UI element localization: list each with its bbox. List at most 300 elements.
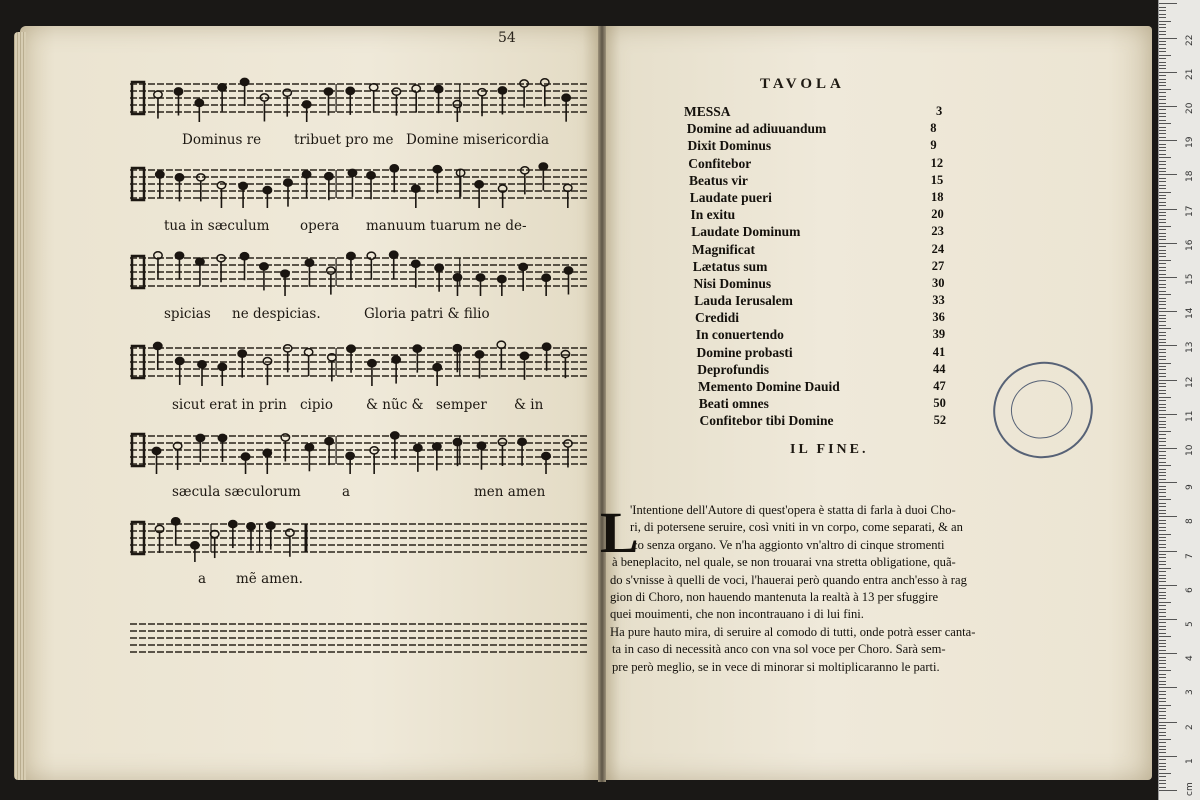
ruler-tick bbox=[1159, 147, 1166, 148]
ruler-tick bbox=[1159, 92, 1166, 93]
ruler-tick bbox=[1159, 298, 1166, 299]
ruler-tick bbox=[1159, 776, 1166, 777]
ruler-tick bbox=[1159, 540, 1166, 541]
ruler-number: 4 bbox=[1185, 655, 1195, 662]
toc-entry-title: Deprofundis bbox=[697, 361, 770, 377]
toc-entry-title: Magnificat bbox=[692, 241, 755, 257]
ruler-tick bbox=[1159, 185, 1166, 186]
ruler-tick bbox=[1159, 718, 1166, 719]
ruler-tick bbox=[1159, 103, 1166, 104]
music-note bbox=[433, 364, 441, 386]
ruler-tick bbox=[1159, 499, 1171, 500]
ruler-tick bbox=[1159, 410, 1166, 411]
ruler-tick bbox=[1159, 551, 1177, 552]
music-staff bbox=[130, 72, 588, 122]
note-line: quei mouimenti, che non incontrauano i di lui fini. bbox=[610, 607, 864, 622]
ruler-tick bbox=[1159, 34, 1166, 35]
music-note bbox=[368, 360, 376, 386]
ruler-number: 16 bbox=[1185, 239, 1195, 251]
music-note bbox=[347, 252, 355, 280]
ruler-tick bbox=[1159, 708, 1166, 709]
toc-entry bbox=[684, 396, 964, 413]
music-note bbox=[390, 165, 398, 193]
toc-entry-page: 27 bbox=[931, 258, 945, 273]
ruler-tick bbox=[1159, 383, 1166, 384]
ruler-tick bbox=[1159, 72, 1177, 73]
ruler-tick bbox=[1159, 475, 1166, 476]
ruler-tick bbox=[1159, 239, 1166, 240]
toc-entry-title: In conuertendo bbox=[695, 327, 784, 343]
lyric-syllable: tua in sæculum bbox=[164, 218, 270, 234]
ruler-number: 20 bbox=[1185, 102, 1195, 114]
ruler-number: 17 bbox=[1185, 205, 1195, 217]
ruler-tick bbox=[1159, 99, 1166, 100]
toc-entry-page: 36 bbox=[932, 310, 945, 325]
ruler-tick bbox=[1159, 222, 1166, 223]
lyric-syllable: & nũc & bbox=[366, 397, 424, 413]
note-line: co senza organo. Ve n'ha aggionto vn'altro di cinque stromenti bbox=[632, 537, 945, 552]
ruler-tick bbox=[1159, 130, 1166, 131]
toc-entry-title: Dixit Dominus bbox=[687, 138, 772, 154]
music-note bbox=[564, 184, 572, 208]
ruler-tick bbox=[1159, 44, 1166, 45]
ruler-tick bbox=[1159, 619, 1177, 620]
music-note bbox=[284, 179, 292, 207]
ruler-tick bbox=[1159, 636, 1171, 637]
ruler-tick bbox=[1159, 715, 1166, 716]
toc-entry-title: Beatus vir bbox=[689, 172, 748, 188]
note-line: ta in caso di necessità anco con vna sol voce per Choro. Sarà sem- bbox=[612, 642, 946, 657]
music-note bbox=[247, 523, 255, 551]
ruler-tick bbox=[1159, 530, 1166, 531]
music-staff bbox=[130, 512, 588, 562]
ruler-tick bbox=[1159, 434, 1166, 435]
ruler-tick bbox=[1159, 82, 1166, 83]
ruler-tick bbox=[1159, 219, 1166, 220]
music-note bbox=[498, 185, 506, 208]
music-staff bbox=[130, 424, 588, 474]
music-note bbox=[434, 86, 442, 114]
toc-entry-title: In exitu bbox=[690, 207, 736, 223]
ruler-number: 11 bbox=[1185, 410, 1195, 422]
toc-entry-title: Credidi bbox=[695, 310, 740, 326]
lyric-syllable: opera bbox=[300, 218, 340, 234]
ruler-tick bbox=[1159, 349, 1166, 350]
ruler-tick bbox=[1159, 226, 1171, 227]
toc-section-heading bbox=[684, 104, 964, 121]
ruler-number: 9 bbox=[1185, 484, 1195, 491]
music-note bbox=[152, 447, 160, 474]
music-staff bbox=[130, 246, 588, 296]
ruler-tick bbox=[1159, 667, 1166, 668]
toc-entry-page: 12 bbox=[930, 155, 944, 170]
ruler-tick bbox=[1159, 356, 1166, 357]
note-line: gion di Choro, non hauendo mantenuta la realtà à 13 per sfuggire bbox=[610, 590, 939, 605]
note-line: pre però meglio, se in vece di minorar si moltiplicaranno le parti. bbox=[612, 659, 940, 674]
ruler-tick bbox=[1159, 96, 1166, 97]
page-number: 54 bbox=[498, 30, 516, 46]
toc-entry bbox=[684, 173, 964, 190]
toc-entry-title: Confitebor bbox=[688, 155, 752, 171]
ruler-number: 8 bbox=[1185, 518, 1195, 525]
music-note bbox=[328, 354, 336, 382]
ruler-tick bbox=[1159, 373, 1166, 374]
ruler-tick bbox=[1159, 168, 1166, 169]
ruler-tick bbox=[1159, 79, 1166, 80]
ruler-tick bbox=[1159, 397, 1171, 398]
ruler-tick bbox=[1159, 510, 1166, 511]
toc-entry bbox=[684, 327, 964, 344]
music-note bbox=[229, 520, 237, 548]
ruler-tick bbox=[1159, 243, 1177, 244]
ruler-tick bbox=[1159, 564, 1166, 565]
ruler-tick bbox=[1159, 660, 1166, 661]
ruler-tick bbox=[1159, 10, 1166, 11]
toc-entry bbox=[684, 379, 964, 396]
ruler-tick bbox=[1159, 728, 1166, 729]
ruler-tick bbox=[1159, 127, 1166, 128]
music-note bbox=[217, 182, 225, 208]
ruler-tick bbox=[1159, 109, 1166, 110]
ruler-tick bbox=[1159, 161, 1166, 162]
ruler-tick bbox=[1159, 144, 1166, 145]
ruler-tick bbox=[1159, 38, 1177, 39]
toc-entry-page: 52 bbox=[933, 413, 947, 428]
ruler-tick bbox=[1159, 732, 1166, 733]
toc-entry-page: 47 bbox=[933, 379, 946, 393]
ruler-tick bbox=[1159, 759, 1166, 760]
ruler-tick bbox=[1159, 441, 1166, 442]
toc-entry-title: Nisi Dominus bbox=[693, 275, 772, 291]
ruler-tick bbox=[1159, 335, 1166, 336]
toc-entry bbox=[684, 138, 964, 155]
note-line: do s'vnisse à quelli de voci, l'hauerai però quando entra anch'esso à rag bbox=[610, 572, 967, 587]
ruler-tick bbox=[1159, 677, 1166, 678]
ruler-tick bbox=[1159, 51, 1166, 52]
ruler-tick bbox=[1159, 3, 1177, 4]
ruler-tick bbox=[1159, 523, 1166, 524]
note-line: ri, di potersene seruire, così vniti in vn corpo, come separati, & an bbox=[630, 520, 963, 535]
ruler-tick bbox=[1159, 256, 1166, 257]
ruler-tick bbox=[1159, 253, 1166, 254]
ruler-tick bbox=[1159, 749, 1166, 750]
ruler-tick bbox=[1159, 62, 1166, 63]
ruler-tick bbox=[1159, 687, 1177, 688]
toc-entry bbox=[684, 190, 964, 207]
music-note bbox=[412, 185, 420, 208]
ruler-tick bbox=[1159, 503, 1166, 504]
music-note bbox=[196, 434, 204, 462]
toc-entry bbox=[684, 156, 964, 173]
ruler-tick bbox=[1159, 287, 1166, 288]
ruler-tick bbox=[1159, 294, 1171, 295]
ruler-tick bbox=[1159, 575, 1166, 576]
ruler-tick bbox=[1159, 516, 1177, 517]
ruler-tick bbox=[1159, 250, 1166, 251]
lyric-syllable: manuum tuarum ne de- bbox=[366, 218, 527, 234]
lyric-syllable: spicias bbox=[164, 306, 211, 322]
ruler-tick bbox=[1159, 554, 1166, 555]
ruler-tick bbox=[1159, 469, 1166, 470]
ruler-tick bbox=[1159, 280, 1166, 281]
ruler-tick bbox=[1159, 739, 1171, 740]
ruler-tick bbox=[1159, 274, 1166, 275]
ruler-tick bbox=[1159, 681, 1166, 682]
ruler-number: 22 bbox=[1185, 34, 1195, 46]
ruler-tick bbox=[1159, 479, 1166, 480]
ruler-tick bbox=[1159, 277, 1177, 278]
ruler-tick bbox=[1159, 171, 1166, 172]
ruler-tick bbox=[1159, 482, 1177, 483]
ruler-tick bbox=[1159, 571, 1166, 572]
ruler-tick bbox=[1159, 150, 1166, 151]
end-marker: IL FINE. bbox=[790, 442, 869, 457]
toc-entry-title: Lauda Ierusalem bbox=[694, 293, 793, 309]
music-note bbox=[367, 172, 375, 200]
ruler-tick bbox=[1159, 345, 1177, 346]
toc-entry bbox=[684, 362, 964, 379]
ruler-tick bbox=[1159, 581, 1166, 582]
toc-entry bbox=[684, 293, 964, 310]
ruler-tick bbox=[1159, 352, 1166, 353]
ruler-tick bbox=[1159, 787, 1166, 788]
music-note bbox=[154, 342, 162, 370]
ruler-tick bbox=[1159, 421, 1166, 422]
ruler-tick bbox=[1159, 284, 1166, 285]
ruler-number: 2 bbox=[1185, 723, 1195, 730]
lyric-syllable: a bbox=[198, 571, 207, 587]
music-note bbox=[541, 79, 549, 107]
ruler-tick bbox=[1159, 140, 1177, 141]
ruler-tick bbox=[1159, 547, 1166, 548]
ruler-tick bbox=[1159, 670, 1171, 671]
toc-entry-page: 3 bbox=[936, 104, 943, 118]
ruler-tick bbox=[1159, 769, 1166, 770]
ruler-tick bbox=[1159, 174, 1177, 175]
ruler-tick bbox=[1159, 790, 1177, 791]
ruler-tick bbox=[1159, 746, 1166, 747]
toc-entry-page: 8 bbox=[930, 121, 937, 136]
music-note bbox=[348, 169, 356, 197]
ruler-tick bbox=[1159, 663, 1166, 664]
ruler-tick bbox=[1159, 400, 1166, 401]
ruler-tick bbox=[1159, 390, 1166, 391]
ruler-tick bbox=[1159, 325, 1166, 326]
ruler-tick bbox=[1159, 48, 1166, 49]
author-note bbox=[610, 502, 1054, 676]
book-gutter bbox=[598, 26, 606, 782]
music-staff bbox=[130, 158, 588, 208]
ruler-unit-label: cm bbox=[1185, 782, 1195, 796]
ruler-tick bbox=[1159, 465, 1171, 466]
ruler-tick bbox=[1159, 366, 1166, 367]
ruler-tick bbox=[1159, 417, 1166, 418]
ruler-tick bbox=[1159, 328, 1171, 329]
ruler-number: 21 bbox=[1185, 68, 1195, 80]
ruler-tick bbox=[1159, 342, 1166, 343]
lyric-syllable: & in bbox=[514, 397, 544, 413]
music-note bbox=[477, 442, 485, 470]
toc-entry-page: 23 bbox=[931, 224, 944, 239]
toc-entry bbox=[684, 224, 964, 241]
music-note bbox=[475, 351, 483, 379]
stamp-inner-ring bbox=[1003, 372, 1080, 446]
tavola-title: TAVOLA bbox=[760, 76, 845, 92]
ruler-tick bbox=[1159, 756, 1177, 757]
ruler-tick bbox=[1159, 31, 1166, 32]
toc-entry-title: Laudate Dominum bbox=[691, 224, 801, 240]
ruler-tick bbox=[1159, 386, 1166, 387]
toc-entry bbox=[684, 121, 964, 138]
ruler-tick bbox=[1159, 513, 1166, 514]
lyric-syllable: Domine misericordia bbox=[406, 132, 550, 148]
toc-entry-page: 18 bbox=[931, 189, 944, 204]
note-line: 'Intentione dell'Autore di quest'opera è statta di farla à duoi Cho- bbox=[630, 503, 956, 517]
note-line: à beneplacito, nel quale, se non trouarai vna stretta obligatione, quã- bbox=[612, 555, 956, 570]
ruler-tick bbox=[1159, 557, 1166, 558]
music-note bbox=[305, 259, 313, 287]
ruler-tick bbox=[1159, 58, 1166, 59]
ruler-tick bbox=[1159, 198, 1166, 199]
ruler-tick bbox=[1159, 380, 1177, 381]
ruler-number: 14 bbox=[1185, 307, 1195, 320]
toc-entry-title: Memento Domine Dauid bbox=[698, 379, 840, 394]
ruler-tick bbox=[1159, 451, 1166, 452]
ruler-tick bbox=[1159, 705, 1171, 706]
ruler-tick bbox=[1159, 448, 1177, 449]
ruler-tick bbox=[1159, 595, 1166, 596]
music-note bbox=[176, 357, 184, 385]
music-note bbox=[238, 350, 246, 378]
toc-entry-page: 24 bbox=[931, 241, 945, 256]
ruler-tick bbox=[1159, 616, 1166, 617]
ruler-tick bbox=[1159, 318, 1166, 319]
ruler-tick bbox=[1159, 424, 1166, 425]
lyric-syllable: ne despicias. bbox=[232, 306, 321, 322]
ruler-tick bbox=[1159, 735, 1166, 736]
music-note bbox=[562, 94, 570, 122]
ruler-tick bbox=[1159, 489, 1166, 490]
ruler-tick bbox=[1159, 68, 1166, 69]
ruler-tick bbox=[1159, 592, 1166, 593]
music-note bbox=[370, 447, 378, 474]
ruler-tick bbox=[1159, 85, 1166, 86]
ruler-tick bbox=[1159, 605, 1166, 606]
ruler-tick bbox=[1159, 527, 1166, 528]
ruler-tick bbox=[1159, 308, 1166, 309]
ruler-tick bbox=[1159, 321, 1166, 322]
toc-entry-title: Laudate pueri bbox=[689, 189, 772, 205]
ruler-tick bbox=[1159, 742, 1166, 743]
ruler-tick bbox=[1159, 65, 1166, 66]
ruler-tick bbox=[1159, 236, 1166, 237]
ruler-tick bbox=[1159, 393, 1166, 394]
lyric-syllable: semper bbox=[436, 397, 487, 413]
ruler-tick bbox=[1159, 520, 1166, 521]
ruler-tick bbox=[1159, 315, 1166, 316]
ruler-tick bbox=[1159, 7, 1166, 8]
ruler-tick bbox=[1159, 598, 1166, 599]
toc-entry-page: 30 bbox=[932, 275, 945, 290]
ruler-tick bbox=[1159, 722, 1177, 723]
ruler-tick bbox=[1159, 205, 1166, 206]
ruler-tick bbox=[1159, 267, 1166, 268]
ruler-tick bbox=[1159, 427, 1166, 428]
ruler-tick bbox=[1159, 332, 1166, 333]
ruler-tick bbox=[1159, 89, 1171, 90]
ruler-tick bbox=[1159, 27, 1166, 28]
ruler-number: 7 bbox=[1185, 552, 1195, 559]
music-note bbox=[456, 169, 464, 197]
music-note bbox=[453, 439, 461, 467]
toc-entry bbox=[684, 207, 964, 224]
ruler-tick bbox=[1159, 568, 1171, 569]
ruler-tick bbox=[1159, 263, 1166, 264]
ruler-number: 3 bbox=[1185, 689, 1195, 696]
ruler-tick bbox=[1159, 711, 1166, 712]
ruler-tick bbox=[1159, 486, 1166, 487]
ruler-tick bbox=[1159, 359, 1166, 360]
music-note bbox=[518, 438, 526, 466]
music-note bbox=[412, 260, 420, 288]
music-note bbox=[155, 525, 163, 553]
ruler-tick bbox=[1159, 650, 1166, 651]
toc-entry-page: 33 bbox=[932, 293, 945, 308]
ruler-tick bbox=[1159, 407, 1166, 408]
ruler-tick bbox=[1159, 455, 1166, 456]
ruler-tick bbox=[1159, 157, 1171, 158]
music-note bbox=[542, 343, 550, 371]
ruler-number: 19 bbox=[1185, 136, 1195, 149]
ruler-tick bbox=[1159, 653, 1177, 654]
music-note bbox=[218, 363, 226, 386]
ruler-tick bbox=[1159, 260, 1171, 261]
ruler-tick bbox=[1159, 496, 1166, 497]
lyric-syllable: sæcula sæculorum bbox=[172, 484, 301, 500]
ruler-tick bbox=[1159, 585, 1177, 586]
ruler-tick bbox=[1159, 404, 1166, 405]
lyric-syllable: tribuet pro me bbox=[294, 132, 394, 148]
music-staff bbox=[130, 612, 588, 662]
ruler-tick bbox=[1159, 181, 1166, 182]
ruler-tick bbox=[1159, 304, 1166, 305]
ruler-tick bbox=[1159, 602, 1171, 603]
ruler-tick bbox=[1159, 270, 1166, 271]
ruler-tick bbox=[1159, 537, 1166, 538]
lyric-syllable: Dominus re bbox=[182, 132, 262, 148]
ruler-tick bbox=[1159, 578, 1166, 579]
toc-entry-page: 15 bbox=[930, 172, 944, 187]
music-note bbox=[327, 267, 335, 295]
toc-entry-page: 20 bbox=[931, 207, 944, 222]
ruler-tick bbox=[1159, 209, 1177, 210]
ruler-tick bbox=[1159, 506, 1166, 507]
ruler-tick bbox=[1159, 588, 1166, 589]
ruler-tick bbox=[1159, 534, 1171, 535]
ruler-tick bbox=[1159, 178, 1166, 179]
music-note bbox=[346, 87, 354, 115]
ruler-tick bbox=[1159, 694, 1166, 695]
ruler-tick bbox=[1159, 116, 1166, 117]
ruler-number: 12 bbox=[1185, 376, 1195, 388]
ruler-tick bbox=[1159, 106, 1177, 107]
ruler-tick bbox=[1159, 725, 1166, 726]
ruler-tick bbox=[1159, 113, 1166, 114]
ruler-tick bbox=[1159, 154, 1166, 155]
ruler-number: 6 bbox=[1185, 587, 1195, 593]
ruler-tick bbox=[1159, 17, 1166, 18]
toc-entry-title: Beati omnes bbox=[698, 396, 769, 412]
